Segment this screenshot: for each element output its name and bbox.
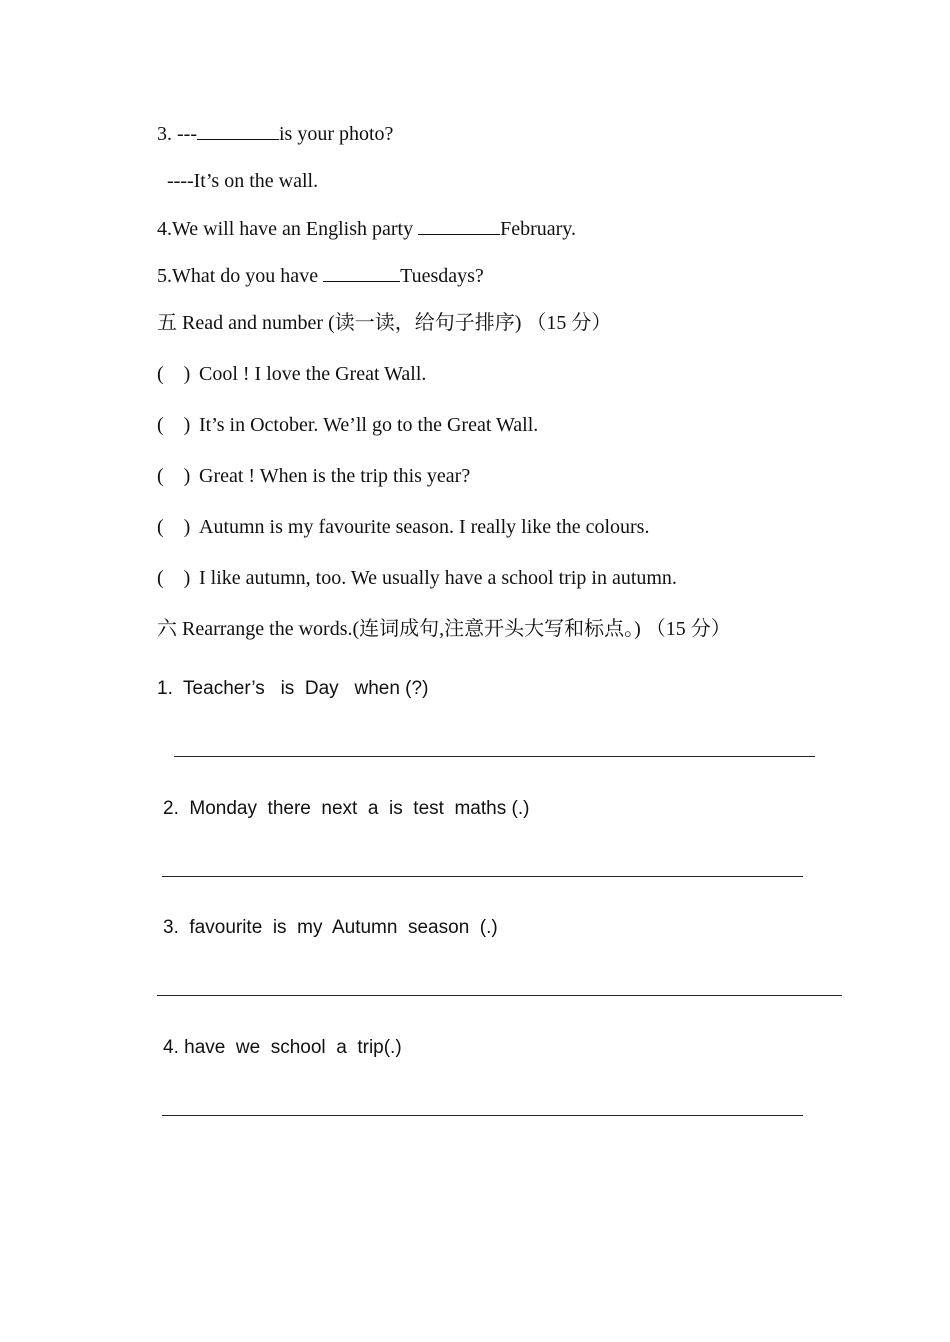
question-5 <box>157 263 484 288</box>
order-item-4 <box>157 515 649 539</box>
order-item-5 <box>157 566 677 590</box>
question-3 <box>157 121 393 146</box>
order-item-text: Great ! When is the trip this year? <box>199 465 471 487</box>
answer-line-3[interactable] <box>157 995 842 996</box>
question-3-suffix: is your photo? <box>278 123 394 145</box>
order-item-3 <box>157 464 470 488</box>
rearrange-item-4: 4. have we school a trip(.) <box>163 1037 402 1058</box>
rearrange-item-1: 1. Teacher’s is Day when (?) <box>157 678 429 699</box>
order-item-text: It’s in October. We’ll go to the Great Wall. <box>199 414 539 436</box>
order-item-text: Autumn is my favourite season. I really like the colours. <box>199 516 650 538</box>
section-6-heading: 六 Rearrange the words.(连词成句,注意开头大写和标点。) （15 分） <box>157 618 731 640</box>
order-item-text: I like autumn, too. We usually have a school trip in autumn. <box>199 567 677 589</box>
answer-line-2[interactable] <box>162 876 803 877</box>
order-box-3[interactable]: ( ) <box>157 465 191 487</box>
question-4-suffix: February. <box>500 218 577 240</box>
order-item-text: Cool ! I love the Great Wall. <box>199 363 427 385</box>
order-box-1[interactable]: ( ) <box>157 363 191 385</box>
section-5-heading: 五 Read and number (读一读，给句子排序) （15 分） <box>157 312 612 334</box>
order-box-4[interactable]: ( ) <box>157 516 191 538</box>
question-3-prefix: 3. --- <box>157 123 197 145</box>
order-box-5[interactable]: ( ) <box>157 567 191 589</box>
order-item-1 <box>157 362 426 386</box>
question-4 <box>157 216 576 241</box>
order-box-2[interactable]: ( ) <box>157 414 191 436</box>
order-item-2 <box>157 413 538 437</box>
answer-line-4[interactable] <box>162 1115 803 1116</box>
blank-4[interactable] <box>418 216 500 235</box>
rearrange-item-3: 3. favourite is my Autumn season (.) <box>163 917 498 938</box>
answer-line-1[interactable] <box>174 756 815 757</box>
blank-3[interactable] <box>197 121 279 140</box>
rearrange-item-2: 2. Monday there next a is test maths (.) <box>163 798 530 819</box>
blank-5[interactable] <box>323 263 400 282</box>
question-5-suffix: Tuesdays? <box>400 265 484 287</box>
answer-3: ----It’s on the wall. <box>157 170 319 192</box>
question-5-prefix: 5.What do you have <box>157 265 324 287</box>
question-4-prefix: 4.We will have an English party <box>157 218 419 240</box>
